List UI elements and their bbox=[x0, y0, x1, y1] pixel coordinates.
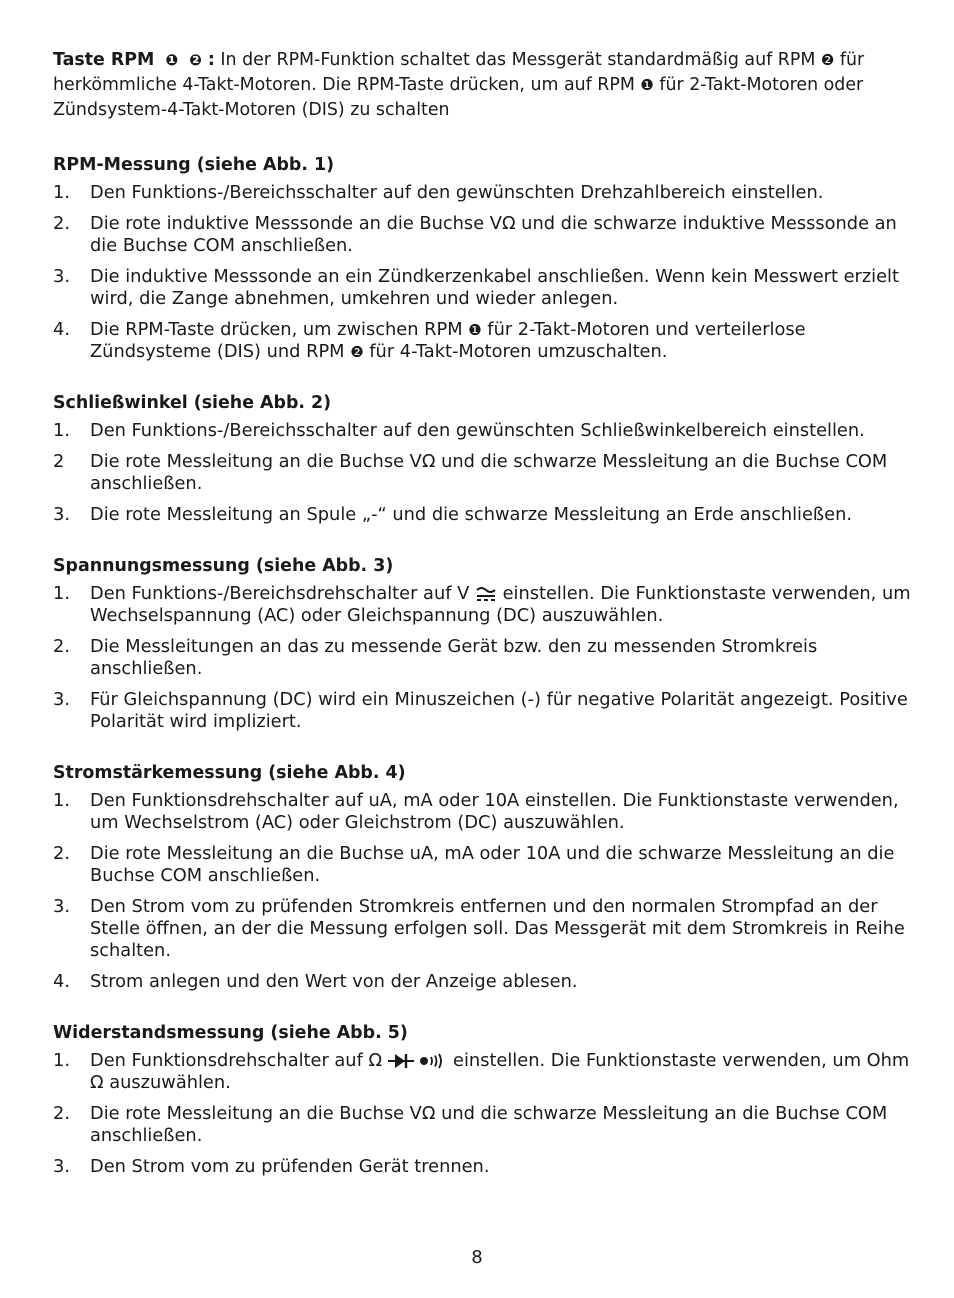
step-number: 3. bbox=[53, 896, 70, 917]
circled-two-icon: ❷ bbox=[189, 51, 202, 69]
list-item bbox=[53, 896, 923, 962]
step-text: Die Messleitungen an das zu messende Gerät bzw. den zu messenden Stromkreis anschließen. bbox=[90, 636, 818, 679]
step-text: Die rote Messleitung an die Buchse VΩ und die schwarze Messleitung an die Buchse COM anschließen. bbox=[90, 451, 888, 494]
list-item bbox=[53, 182, 923, 204]
manual-page bbox=[53, 48, 923, 1207]
circled-one-icon: ❶ bbox=[640, 76, 654, 94]
list-item bbox=[53, 266, 923, 310]
section-heading: Stromstärkemessung (siehe Abb. 4) bbox=[53, 763, 406, 783]
step-number: 2 bbox=[53, 451, 65, 472]
intro-text-2: für herkömmliche 4-Takt-Motoren. Die RPM-Taste drücken, um auf RPM bbox=[53, 50, 865, 95]
circled-two-icon: ❷ bbox=[350, 343, 364, 361]
step-number: 2. bbox=[53, 1103, 70, 1124]
list-item bbox=[53, 1103, 923, 1147]
intro-text-3: für 2-Takt-Motoren oder Zündsystem-4-Takt-Motoren (DIS) zu schalten bbox=[53, 75, 864, 120]
step-text-part: einstellen. Die Funktionstaste verwenden, um Wechselspannung (AC) oder Gleichspannung (DC) auszuwählen. bbox=[90, 583, 911, 626]
step-text: Den Funktions-/Bereichsschalter auf den gewünschten Schließwinkelbereich einstellen. bbox=[90, 420, 865, 441]
list-item bbox=[53, 790, 923, 834]
step-text: Den Funktions-/Bereichsschalter auf den gewünschten Drehzahlbereich einstellen. bbox=[90, 182, 824, 203]
list-item bbox=[53, 1156, 923, 1178]
list-item bbox=[53, 636, 923, 680]
resistance-section bbox=[53, 1022, 923, 1178]
continuity-beep-icon bbox=[419, 1053, 447, 1069]
step-text: Strom anlegen und den Wert von der Anzeige ablesen. bbox=[90, 971, 578, 992]
step-text bbox=[90, 583, 923, 627]
step-text: Die rote induktive Messsonde an die Buchse VΩ und die schwarze induktive Messsonde an die Buchse COM anschließen. bbox=[90, 213, 897, 256]
list-item bbox=[53, 1050, 923, 1094]
current-section bbox=[53, 762, 923, 993]
circled-one-icon: ❶ bbox=[468, 321, 482, 339]
circled-two-icon: ❷ bbox=[820, 51, 835, 69]
step-text-part: Die RPM-Taste drücken, um zwischen RPM bbox=[90, 319, 469, 340]
step-number: 4. bbox=[53, 971, 70, 992]
rpm-section bbox=[53, 154, 923, 363]
step-text-part: für 2-Takt-Motoren und verteilerlose Zündsysteme (DIS) und RPM bbox=[90, 319, 806, 362]
step-number: 4. bbox=[53, 319, 70, 340]
step-text: Die rote Messleitung an die Buchse VΩ und die schwarze Messleitung an die Buchse COM anschließen. bbox=[90, 1103, 888, 1146]
list-item bbox=[53, 420, 923, 442]
step-text: Den Funktionsdrehschalter auf uA, mA oder 10A einstellen. Die Funktionstaste verwenden, um Wechselstrom (AC) oder Gleichstrom (DC) auszuwählen. bbox=[90, 790, 899, 833]
rpm-key-paragraph bbox=[53, 48, 923, 123]
step-number: 1. bbox=[53, 790, 70, 811]
step-text-part: für 4-Takt-Motoren umzuschalten. bbox=[363, 341, 668, 362]
page-number: 8 bbox=[471, 1247, 483, 1268]
step-number: 1. bbox=[53, 583, 70, 604]
intro-text-1: In der RPM-Funktion schaltet das Messgerät standardmäßig auf RPM bbox=[214, 50, 821, 70]
colon: : bbox=[201, 50, 215, 70]
voltage-steps bbox=[53, 583, 923, 733]
list-item bbox=[53, 689, 923, 733]
step-text bbox=[90, 319, 923, 363]
current-steps bbox=[53, 790, 923, 993]
step-text: Den Strom vom zu prüfenden Stromkreis entfernen und den normalen Strompfad an der Stelle öffnen, an der die Messung erfolgen soll. Das Messgerät mit dem Stromkreis in Reihe schalten. bbox=[90, 896, 905, 961]
list-item bbox=[53, 319, 923, 363]
step-number: 3. bbox=[53, 504, 70, 525]
section-heading: Schließwinkel (siehe Abb. 2) bbox=[53, 393, 332, 413]
step-text-part: Den Funktionsdrehschalter auf Ω bbox=[90, 1050, 388, 1071]
voltage-section bbox=[53, 555, 923, 733]
circled-one-icon: ❶ bbox=[165, 51, 179, 69]
list-item bbox=[53, 583, 923, 627]
list-item bbox=[53, 971, 923, 993]
list-item bbox=[53, 843, 923, 887]
diode-icon bbox=[388, 1053, 414, 1069]
step-text: Die rote Messleitung an die Buchse uA, mA oder 10A und die schwarze Messleitung an die Buchse COM anschließen. bbox=[90, 843, 895, 886]
step-text: Die rote Messleitung an Spule „-“ und die schwarze Messleitung an Erde anschließen. bbox=[90, 504, 852, 525]
list-item bbox=[53, 504, 923, 526]
step-text: Die induktive Messsonde an ein Zündkerzenkabel anschließen. Wenn kein Messwert erzielt wird, die Zange abnehmen, umkehren und wieder anlegen. bbox=[90, 266, 899, 309]
section-heading: RPM-Messung (siehe Abb. 1) bbox=[53, 155, 335, 175]
step-number: 1. bbox=[53, 420, 70, 441]
step-number: 1. bbox=[53, 1050, 70, 1071]
step-number: 3. bbox=[53, 1156, 70, 1177]
step-number: 3. bbox=[53, 689, 70, 710]
dwell-section bbox=[53, 392, 923, 526]
ac-dc-voltage-icon bbox=[475, 586, 497, 602]
resistance-steps bbox=[53, 1050, 923, 1178]
rpm-steps bbox=[53, 182, 923, 363]
step-text-part: Den Funktions-/Bereichsdrehschalter auf V bbox=[90, 583, 475, 604]
step-number: 2. bbox=[53, 636, 70, 657]
step-number: 1. bbox=[53, 182, 70, 203]
dwell-steps bbox=[53, 420, 923, 526]
step-text-part: einstellen. Die Funktionstaste verwenden, um Ohm Ω auszuwählen. bbox=[90, 1050, 910, 1093]
rpm-key-label: Taste RPM bbox=[53, 50, 155, 70]
section-heading: Spannungsmessung (siehe Abb. 3) bbox=[53, 556, 394, 576]
list-item bbox=[53, 213, 923, 257]
step-number: 2. bbox=[53, 843, 70, 864]
step-number: 2. bbox=[53, 213, 70, 234]
step-number: 3. bbox=[53, 266, 70, 287]
step-text: Den Strom vom zu prüfenden Gerät trennen. bbox=[90, 1156, 490, 1177]
list-item bbox=[53, 451, 923, 495]
step-text: Für Gleichspannung (DC) wird ein Minuszeichen (-) für negative Polarität angezeigt. Positive Polarität wird impliziert. bbox=[90, 689, 908, 732]
section-heading: Widerstandsmessung (siehe Abb. 5) bbox=[53, 1023, 408, 1043]
step-text bbox=[90, 1050, 923, 1094]
